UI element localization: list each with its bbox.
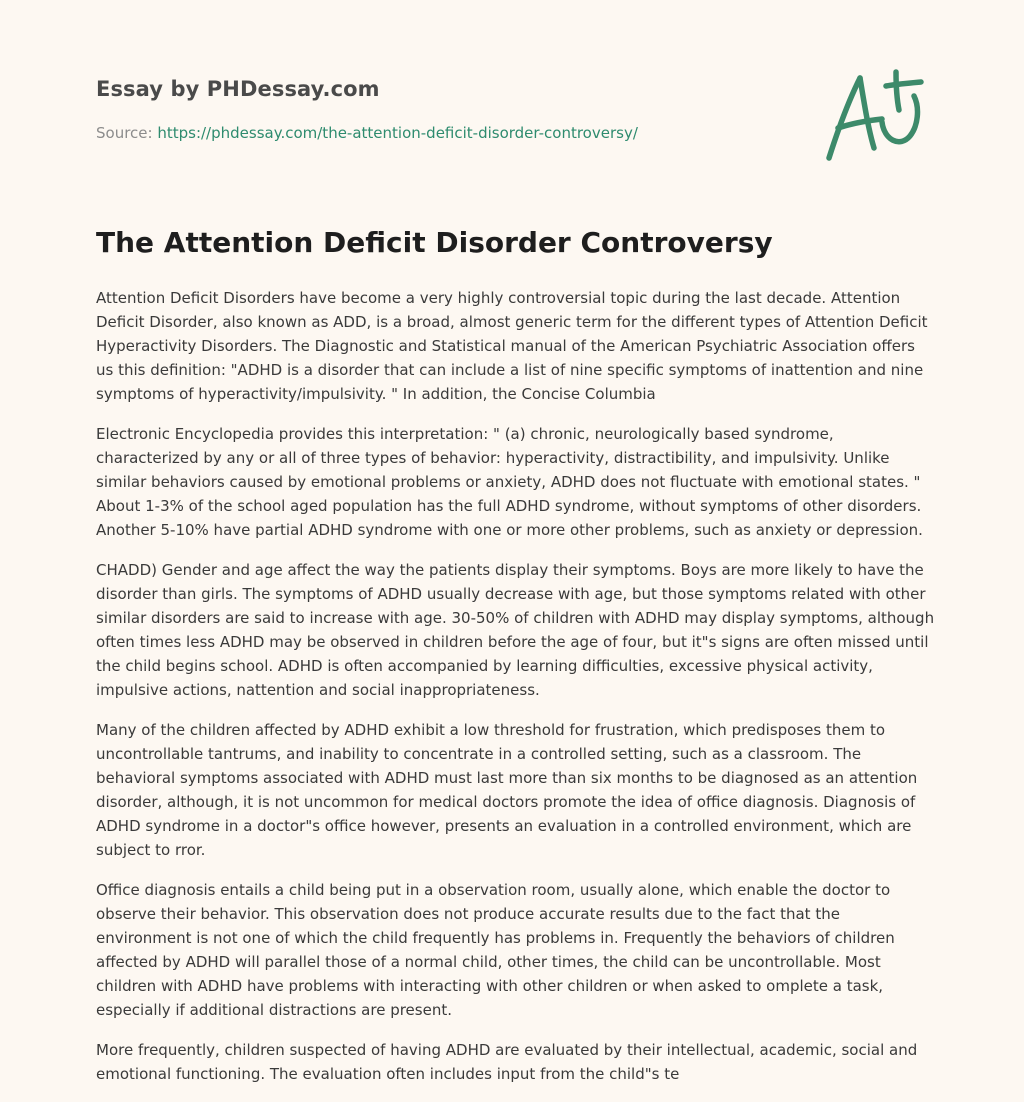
essay-paragraph: More frequently, children suspected of having ADHD are evaluated by their intellectual, academic, social and emotional functioning. The evaluation often includes input from the child"s te: [96, 1041, 918, 1083]
source-link[interactable]: https://phdessay.com/the-attention-deficit-disorder-controversy/: [157, 124, 638, 142]
essay-title: The Attention Deficit Disorder Controversy: [96, 226, 773, 259]
a-plus-logo: [822, 66, 928, 166]
essay-body: [96, 286, 936, 1102]
source-label: Source:: [96, 124, 158, 142]
essay-paragraph: Many of the children affected by ADHD exhibit a low threshold for frustration, which predisposes them to uncontrollable tantrums, and inability to concentrate in a controlled setting, such as a classroom. The behavioral symptoms associated with ADHD must last more than six months to be diagnosed as an attention disorder, although, it is not uncommon for medical doctors promote the idea of office diagnosis. Diagnosis of ADHD syndrome in a doctor"s office however, presents an evaluation in a controlled environment, which are subject to rror.: [96, 721, 918, 859]
essay-paragraph: Office diagnosis entails a child being put in a observation room, usually alone, which enable the doctor to observe their behavior. This observation does not produce accurate results due to the fact that the environment is not one of which the child frequently has problems in. Frequently the behaviors of children affected by ADHD will parallel those of a normal child, other times, the child can be uncontrollable. Most children with ADHD have problems with interacting with other children or when asked to omplete a task, especially if additional distractions are present.: [96, 881, 895, 1019]
essay-paragraph: Attention Deficit Disorders have become a very highly controversial topic during the last decade. Attention Deficit Disorder, also known as ADD, is a broad, almost generic term for the different types of Attention Deficit Hyperactivity Disorders. The Diagnostic and Statistical manual of the American Psychiatric Association offers us this definition: "ADHD is a disorder that can include a list of nine specific symptoms of inattention and nine symptoms of hyperactivity/impulsivity. " In addition, the Concise Columbia: [96, 289, 928, 403]
source-line: [96, 124, 638, 142]
site-title: Essay by PHDessay.com: [96, 77, 380, 101]
essay-paragraph: Electronic Encyclopedia provides this interpretation: " (a) chronic, neurologically based syndrome, characterized by any or all of three types of behavior: hyperactivity, distractibility, and impulsivity. Unlike similar behaviors caused by emotional problems or anxiety, ADHD does not fluctuate with emotional states. " About 1-3% of the school aged population has the full ADHD syndrome, without symptoms of other disorders. Another 5-10% have partial ADHD syndrome with one or more other problems, such as anxiety or depression.: [96, 425, 923, 539]
essay-paragraph: CHADD) Gender and age affect the way the patients display their symptoms. Boys are more likely to have the disorder than girls. The symptoms of ADHD usually decrease with age, but those symptoms related with other similar disorders are said to increase with age. 30-50% of children with ADHD may display symptoms, although often times less ADHD may be observed in children before the age of four, but it"s signs are often missed until the child begins school. ADHD is often accompanied by learning difficulties, excessive physical activity, impulsive actions, nattention and social inappropriateness.: [96, 561, 935, 699]
